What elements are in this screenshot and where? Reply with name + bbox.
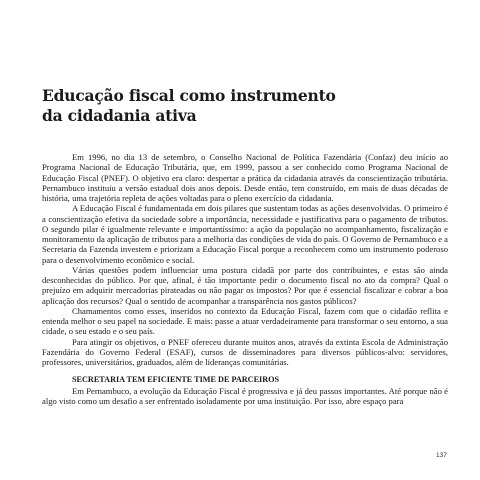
paragraph-1: Em 1996, no dia 13 de setembro, o Conselho Nacional de Política Fazendária (Confaz) deu início ao Programa Nacional de Educação Tributária, que, em 1999, passou a ser conhecido como Programa Nacional de Educação Fiscal (PNEF). O objetivo era claro: despertar a prática da cidadania através da conscientização tributária. Pernambuco instituiu a versão estadual dois anos depois. Desde então, tem construído, em mais de duas décadas de história, uma trajetória repleta de ações voltadas para o pleno exercício da cidadania. (42, 152, 448, 203)
page-number: 137 (436, 452, 447, 459)
paragraph-5: Para atingir os objetivos, o PNEF ofereceu durante muitos anos, através da extinta Escola de Administração Fazendária do Governo Federal (ESAF), cursos de disseminadores para diversos públicos-alvo: servidores, professores, universitários, graduados, além de lideranças comunitárias. (42, 336, 448, 367)
title-line-2: da cidadania ativa (42, 106, 197, 125)
paragraph-2: A Educação Fiscal é fundamentada em dois pilares que sustentam todas as ações desenvolvidas. O primeiro é a conscientização efetiva da sociedade sobre a importância, necessidade e justificativa para o pagamento de tributos. O segundo pilar é igualmente relevante e importantíssimo: a ação da população no acompanhamento, fiscalização e monitoramento da aplicação de tributos para a melhoria das condições de vida do país. O Governo de Pernambuco e a Secretaria da Fazenda investem e priorizam a Educação Fiscal porque a reconhecem como um instrumento poderoso para o desenvolvimento econômico e social. (42, 203, 448, 265)
title-line-1: Educação fiscal como instrumento (42, 86, 336, 105)
paragraph-6: Em Pernambuco, a evolução da Educação Fiscal é progressiva e já deu passos importantes. Até porque não é algo visto como um desafio a ser enfrentado isoladamente por uma instituição. Por isso, abre espaço para (42, 385, 448, 406)
body-text (42, 152, 448, 406)
section-subheading: SECRETARIA TEM EFICIENTE TIME DE PARCEIROS (72, 375, 280, 385)
paragraph-3: Várias questões podem influenciar uma postura cidadã por parte dos contribuintes, e estas são ainda desconhecidas do público. Por que, afinal, é tão importante pedir o documento fiscal no ato da compra? Qual o prejuízo em adquirir mercadorias pirateadas ou não pagar os impostos? Por que é essencial fiscalizar e cobrar a boa aplicação dos recursos? Qual o sentido de acompanhar a transparência nos gastos públicos? (42, 264, 448, 306)
paragraph-4: Chamamentos como esses, inseridos no contexto da Educação Fiscal, fazem com que o cidadão reflita e entenda melhor o seu papel na sociedade. E mais: passe a atuar verdadeiramente para transformar o seu entorno, a sua cidade, o seu estado e o seu país. (42, 305, 448, 337)
page-title (42, 86, 362, 126)
